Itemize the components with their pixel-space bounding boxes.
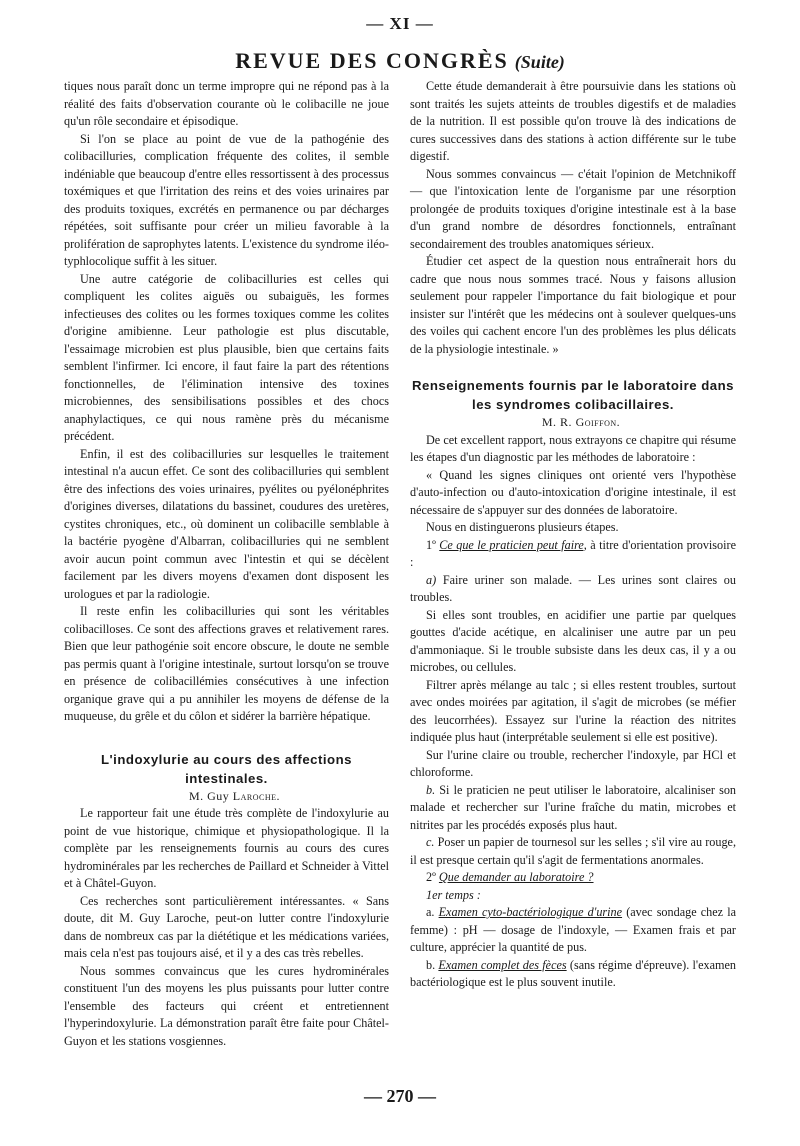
paragraph: Enfin, il est des colibacilluries sur lesquelles le traitement intestinal n'a aucun effet. Ce sont des colibacilluries qui semblent être des infections des voies urinaires, pyélites ou pyélonéphrites d'origines diverses, dilatations du bassinet, coudures des uretères, cystites chroniques, etc., où dominent un colibacille semblable à la bactérie pyogène d'Albarran, colibacilluries qui ne semblent avoir aucun point commun avec l'intestin et qui se décèlent facilement par les divers moyens d'examen dont disposent les urologues et par la radiologie.: [64, 446, 389, 601]
step-2-title: Que demander au laboratoire ?: [438, 870, 594, 884]
item-title: Examen cyto-bactériologique d'urine: [438, 905, 623, 919]
paragraph: Filtrer après mélange au talc ; si elles restent troubles, surtout avec ondes moirées par agitation, il s'agit de microbes (se méfier des leucorrhées). Essayez sur l'urine la réaction des nitrites indiquée plus haut (interprétable seulement si elle est positive).: [410, 677, 736, 744]
item-text: Poser un papier de tournesol sur les selles ; s'il vire au rouge, il est presque certain qu'il s'agit de fermentations anormales.: [410, 835, 737, 867]
section-author: [64, 788, 389, 806]
section-author: [410, 414, 736, 432]
author-prefix: M. R.: [541, 415, 573, 429]
step-1-rest: à titre d'orientation provisoire :: [410, 537, 737, 569]
paragraph: Nous en distinguerons plusieurs étapes.: [426, 520, 619, 534]
page-header-title: [0, 48, 800, 74]
item-text: Faire uriner son malade. — Les urines sont claires ou troubles.: [410, 572, 736, 604]
right-column: [410, 78, 736, 992]
paragraph: tiques nous paraît donc un terme impropre qui ne répond pas à la réalité des faits d'observation courante où le colibacille ne joue qu'un rôle secondaire et épisodique.: [64, 79, 389, 128]
step-1: [410, 537, 736, 572]
step-2: [410, 869, 736, 887]
left-column: [64, 78, 389, 1050]
author-name: Laroche.: [232, 788, 281, 803]
paragraph: Étudier cet aspect de la question nous entraînerait hors du cadre que nous nous sommes tracé. Nous y faisons allusion seulement pour rappeler l'importance du fait biologique et pour insister sur l'intérêt que les médecins ont à soulever quelques-uns des voiles qui cachent encore l'un des problèmes les plus délicats de la physiologie intestinale. »: [410, 254, 736, 356]
page-number: — 270 —: [364, 1086, 436, 1106]
paragraph: Le rapporteur fait une étude très complète de l'indoxylurie au point de vue historique, chimique et physiopathologique. Il la complète par les renseignements fournis au cours des cures hydrominérales par les recherches de Paillard et Schneider à Vittel et à Châtel-Guyon.: [64, 806, 389, 890]
step-1-title: Ce que le praticien peut faire,: [439, 537, 587, 552]
section-heading-laboratoire: Renseignements fournis par le laboratoire dans les syndromes colibacillaires.: [412, 378, 734, 412]
header-title-text: REVUE DES CONGRÈS: [235, 48, 509, 73]
paragraph: Sur l'urine claire ou trouble, rechercher l'indoxyle, par HCl et chloroforme.: [410, 747, 736, 779]
item-label: a): [426, 572, 437, 587]
paragraph: Nous sommes convaincus que les cures hydrominérales constituent l'un des moyens les plus puissants pour lutter contre l'ensemble des facteurs qui créent et entretiennent l'hyperindoxylurie. La démonstration paraît être faite pour Châtel-Guyon et les stations vosgiennes.: [64, 963, 389, 1048]
paragraph: De cet excellent rapport, nous extrayons ce chapitre qui résume les étapes d'un diagnostic par les méthodes de laboratoire :: [410, 432, 736, 464]
item-text: Si le praticien ne peut utiliser le laboratoire, alcaliniser son malade et rechercher sur l'urine fraîche du matin, microbes et nitrites par les procédés exposés plus haut.: [410, 782, 737, 832]
paragraph: Nous sommes convaincus — c'était l'opinion de Metchnikoff — que l'intoxication lente de l'organisme par une résorption prolongée de produits toxiques d'origine intestinale est à la base d'un grand nombre de désordres fonctionnels, entraînant secondairement des troubles anatomiques sérieux.: [410, 166, 736, 251]
step-2-number: 2º: [426, 870, 436, 884]
paragraph: Si elles sont troubles, en acidifier une partie par quelques gouttes d'acide acétique, en alcaliniser une autre par un peu d'ammoniaque. Si le trouble subsiste dans les deux cas, il y a ou microbes, ou cellules.: [410, 607, 736, 674]
temps-label: 1er temps :: [426, 887, 481, 902]
paragraph: « Quand les signes cliniques ont orienté vers l'hypothèse d'auto-infection ou d'auto-intoxication d'origine intestinale, il est nécessaire de s'appuyer sur des données de laboratoire.: [410, 467, 736, 517]
list-item-c: [410, 834, 736, 869]
item-label: b.: [426, 782, 436, 797]
section-heading-indoxylurie: L'indoxylurie au cours des affections intestinales.: [100, 751, 352, 786]
item-label: c.: [426, 835, 435, 849]
paragraph: Ces recherches sont particulièrement intéressantes. « Sans doute, dit M. Guy Laroche, peut-on lutter contre l'indoxylurie dans de nombreux cas par la diététique et les médications variées, mais cela n'est pas toujours aisé, et il y a des cas très rebelles.: [64, 893, 389, 960]
step-1-number: 1º: [426, 537, 436, 552]
list-item-a2: [410, 904, 736, 957]
paragraph: Cette étude demanderait à être poursuivie dans les stations où sont traités les sujets atteints de troubles digestifs et de maladies de la nutrition. Il est possible qu'on trouve là des indications de cures successives dans des stations à action différente sur le tube digestif.: [410, 79, 736, 163]
item-label: b.: [426, 957, 436, 972]
item-text: (sans régime d'épreuve). l'examen bactériologique est le plus souvent inutile.: [410, 957, 737, 989]
author-name: Goiffon.: [575, 415, 621, 429]
item-title: Examen complet des fèces: [438, 957, 567, 972]
item-text: (avec sondage chez la femme) : pH — dosage de l'indoxyle, — Examen frais et par culture, apprécier la quantité de pus.: [410, 905, 736, 954]
paragraph: Une autre catégorie de colibacilluries est celles qui compliquent les colites aiguës ou subaiguës, les formes infectieuses des colites ou les formes toxiques comme les colites d'origine amibienne. Leur pathologie est plus discutable, l'essaimage microbien est plus plausible, bien que certains faits semblent l'infirmer. Ici encore, il faut faire la part des rétentions fonctionnelles, de l'élimination intensive des toxines microbiennes, des sensibilisations possibles et des chocs anaphylactiques, ce qui nous ramène près du mécanisme précédent.: [64, 271, 389, 443]
item-label: a.: [426, 905, 435, 919]
author-prefix: M. Guy: [188, 788, 230, 803]
list-item-b2: [410, 957, 736, 992]
page-number-roman: — XI —: [366, 14, 434, 33]
paragraph: Il reste enfin les colibacilluries qui sont les véritables colibacilloses. Ce sont des affections graves et relativement rares. Bien que leur pathogénie soit encore obscure, le doute ne semble pas permis quant à l'origine intestinale, surtout lorsqu'on se trouve en présence de colibacillémies consécutives à une infection organique grave qui a pu annihiler les moyens de défense de la muqueuse, du grêle et du côlon et sidérer la barrière hépatique.: [64, 604, 389, 723]
list-item-b: [410, 782, 736, 835]
list-item-a: [410, 572, 736, 607]
header-suite: (Suite): [514, 52, 565, 72]
paragraph: Si l'on se place au point de vue de la pathogénie des colibacilluries, complication fréquente des colites, il semble indéniable que beaucoup d'entre elles ressortissent à des processus toxémiques et que l'irritation des reins et des voies urinaires par des produits toxiques, excrétés en permanence ou par décharges répétées, soit suffisante pour créer un milieu favorable à la prolifération de saprophytes latents. L'existence du syndrome iléo-typhlocolique suffit à les situer.: [64, 131, 389, 268]
